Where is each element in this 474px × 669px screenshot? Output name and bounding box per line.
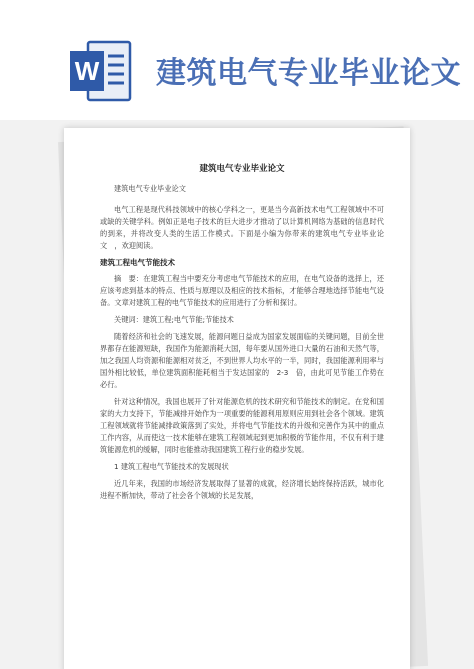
header-banner [0, 0, 474, 120]
abstract-paragraph: 摘 要：在建筑工程当中要充分考虑电气节能技术的应用，在电气设备的选择上，还应该考虑到基本的特点、性质与原理以及相应的技术指标，才能够合理地选择节能电气设备。文章对建筑工程的电气节能技术的应用进行了分析和探讨。 [100, 274, 384, 307]
document-title: 建筑电气专业毕业论文 [199, 164, 285, 174]
body-paragraph: 随着经济和社会的飞速发展，能源问题日益成为国家发展面临的关键问题，目前全世界都存在能源短缺，我国作为能源消耗大国，每年要从国外进口大量的石油和天然气等，加之我国人均资源和能源相对贫乏，不到世界人均水平的一半，同时，我国能源利用率与国外相比较低，单位建筑面积能耗相当于发达国家的 2-3 倍，由此可见节能工作势在必行。 [100, 332, 384, 389]
intro-paragraph: 电气工程是现代科技领域中的核心学科之一，更是当今高新技术电气工程领域中不可或缺的关键学科。例如正是电子技术的巨大进步才推动了以计算机网络为基础的信息时代的到来，并将改变人类的生活工作模式。下面是小编为你带来的建筑电气专业毕业论文 ，欢迎阅读。 [100, 205, 384, 250]
body-paragraph: 近几年来，我国的市场经济发展取得了显著的成就，经济增长始终保持活跃，城市化进程不断加快，带动了社会各个领域的长足发展， [100, 479, 384, 500]
section-heading: 建筑工程电气节能技术 [100, 258, 175, 267]
keywords-line: 关键词：建筑工程;电气节能;节能技术 [114, 315, 234, 324]
document-page [64, 128, 410, 669]
body-paragraph: 针对这种情况，我国也展开了针对能源危机的技术研究和节能技术的制定。在党和国家的大力支持下，节能减排开始作为一项重要的能源利用原则应用到社会各个领域。建筑工程领域就将节能减排政策落到了实处，并将电气节能技术的升级和完善作为其中的重点工作内容，从而使这一技术能够在建筑工程领域起到更加积极的节能作用，不仅有利于建筑能源危机的缓解，同时也能推动我国建筑工程行业的稳步发展。 [100, 397, 384, 454]
word-document-icon [70, 38, 132, 104]
svg-text:W: W [74, 56, 100, 86]
subsection-heading: 1 建筑工程电气节能技术的发展现状 [114, 462, 229, 471]
banner-title: 建筑电气专业毕业论文 [156, 56, 461, 91]
subtitle-line: 建筑电气专业毕业论文 [114, 184, 186, 193]
